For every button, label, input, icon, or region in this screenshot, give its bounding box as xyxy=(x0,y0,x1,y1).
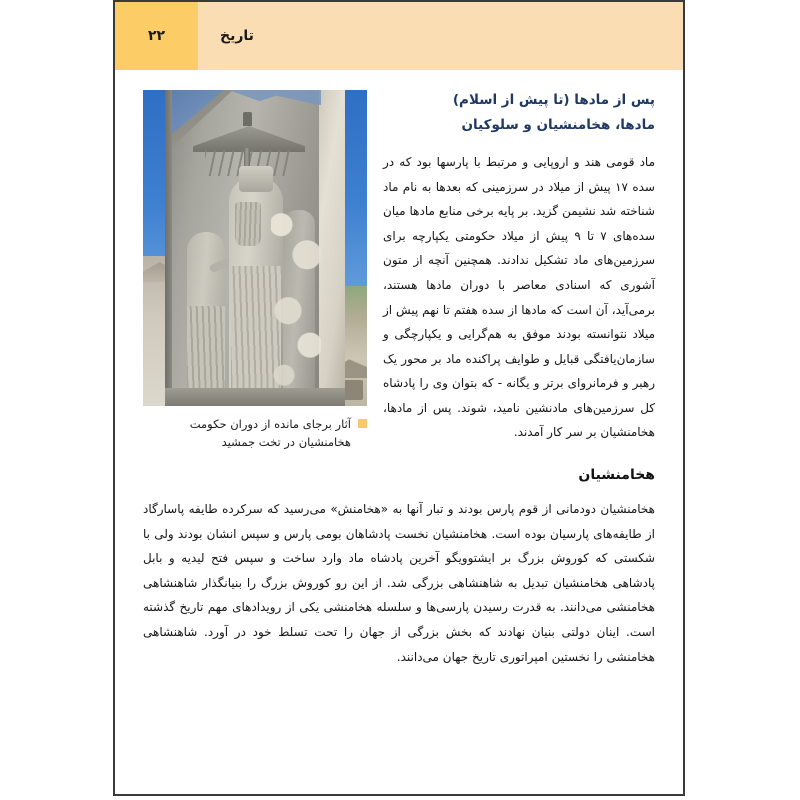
page-content xyxy=(115,70,683,689)
header-page-number-block xyxy=(115,2,198,70)
photo-king-crown xyxy=(239,166,273,192)
photo-king-beard xyxy=(235,202,261,246)
photo-ground xyxy=(165,388,345,406)
photo-slab-edge xyxy=(165,90,172,406)
page-header xyxy=(115,2,683,70)
textbook-page xyxy=(113,0,685,796)
page-number: ۲۲ xyxy=(147,28,166,44)
figure-photo xyxy=(143,90,367,406)
photo-stone-pilaster xyxy=(319,90,345,406)
photo-parasol-finial xyxy=(243,112,252,126)
body-paragraph-2: هخامنشیان دودمانی از قوم پارس بودند و تبار آنها به «هخامنش» می‌رسید که سرکرده طایفه پاسارگاد از طایفه‌های پارسیان بوده است. هخامنشیان نخست پادشاهان بومی پارس و سپس انشان بودند ولی با شکستی که کوروش بزرگ بر ایشتوویگو آخرین پادشاه ماد وارد ساخت و سپس فتح لیدیه و بابل پادشاهی هخامنشیان تبدیل به شاهنشاهی بزرگی شد. از این رو کوروش بزرگ را بنیانگذار شاهنشاهی هخامنشی می‌دانند. به قدرت رسیدن پارسی‌ها و سلسله هخامنشی یکی از رویدادهای مهم تاریخ گذشته است. اینان دولتی بنیان نهادند که بخش بزرگی از جهان را تحت تسلط خود در آورد. شاهنشاهی هخامنشی را نخستین امپراتوری تاریخ جهان می‌دانند. xyxy=(143,502,655,664)
header-book-title-block xyxy=(198,2,683,70)
body-paragraph-1: ماد قومی هند و اروپایی و مرتبط با پارسها بود که در سده ۱۷ پیش از میلاد در سرزمینی که بعدها به نام ماد شناخته شد نشیمن گزید. بر پایه برخی منابع مادها میان سده‌های ۷ تا ۹ پیش از میلاد حکومتی یکپارچه برای سرزمین‌های ماد تشکیل ندادند. همچنین آنچه از متون آشوری که اسنادی معاصر با دوران مادها هستند، برمی‌آید، آن است که مادها از سده هفتم تا نهم پیش از میلاد نتوانسته بودند موفق به هم‌گرایی و یکپارچگی و سازمان‌یافتگی قبایل و طوایف پراکنده ماد بر محور یک رهبر و فرمانروای برتر و یگانه - که بتوان وی را پادشاه کل سرزمین‌های مادنشین نامید، شوند. پس از مادها، هخامنشیان بر سر کار آمدند. xyxy=(383,154,656,440)
figure-persepolis xyxy=(143,90,367,452)
figure-caption xyxy=(143,415,367,452)
page-title-line-2: مادها، هخامنشیان و سلوکیان xyxy=(461,116,655,133)
page-title-line-1: پس از مادها (تا پیش از اسلام) xyxy=(452,92,655,108)
section-heading-achaemenids: هخامنشیان xyxy=(578,467,655,484)
header-book-title: تاریخ xyxy=(220,28,254,44)
photo-stone-damage xyxy=(271,186,321,401)
caption-bullet-icon xyxy=(358,419,367,428)
caption-text: آثار برجای مانده از دوران حکومت هخامنشیان در تخت جمشید xyxy=(189,417,351,450)
